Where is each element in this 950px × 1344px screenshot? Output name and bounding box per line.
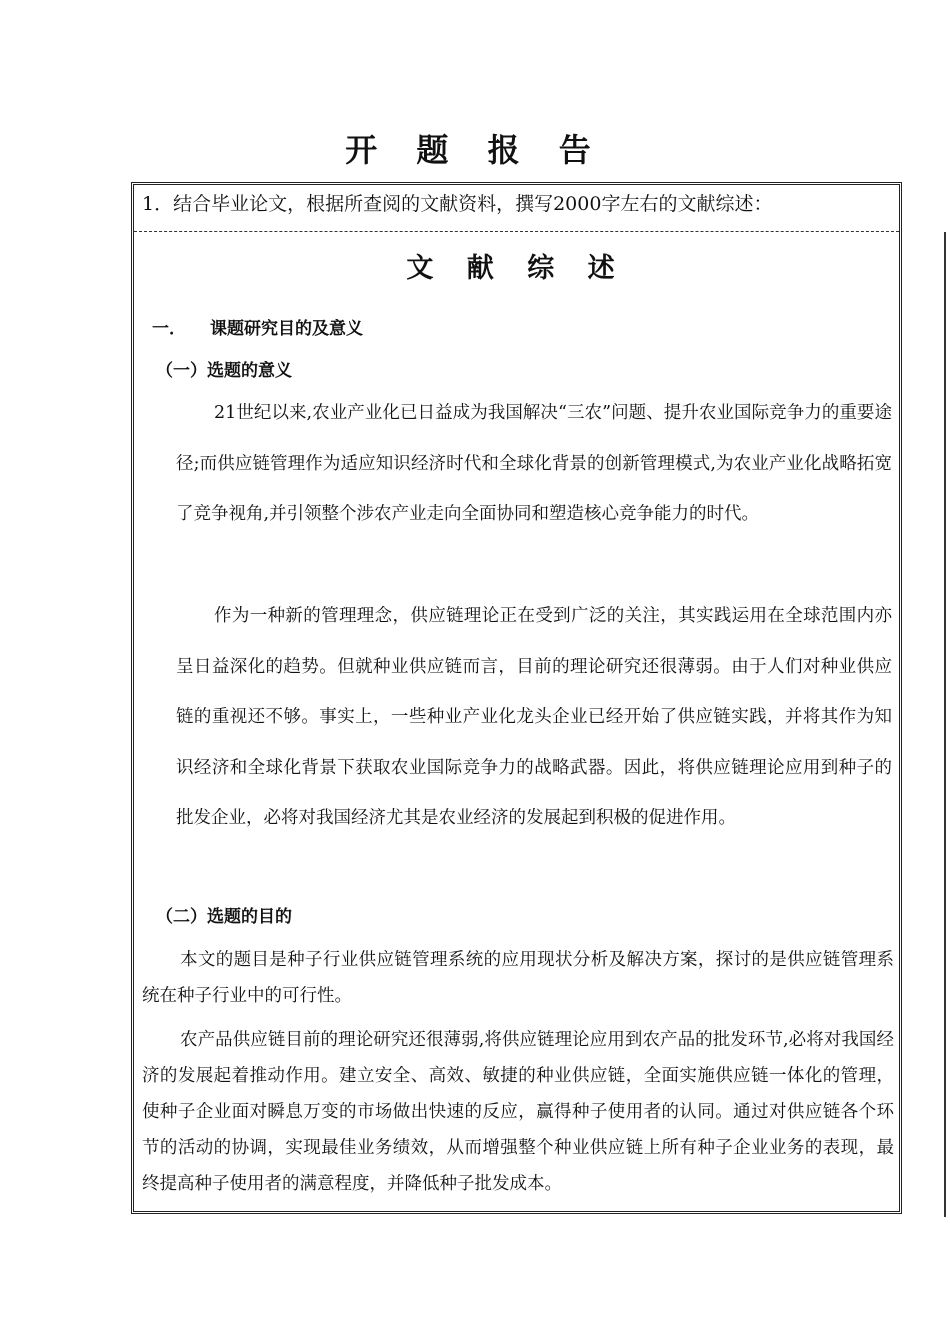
section-number: 一． [152, 319, 186, 339]
paragraph: 21世纪以来,农业产业化已日益成为我国解决“三农”问题、提升农业国际竞争力的重要途径;而供应链管理作为适应知识经济时代和全球化背景的创新管理模式,为农业产业化战略拓宽了竞争视角,并引领整个涉农产业走向全面协同和塑造核心竞争能力的时代。 [176, 403, 892, 524]
section-title: 课题研究目的及意义 [210, 319, 363, 339]
section-heading [152, 316, 363, 342]
report-frame [131, 182, 902, 1214]
review-title: 文 献 综 述 [406, 253, 627, 284]
prompt-text: 1．结合毕业论文，根据所查阅的文献资料，撰写2000字左右的文献综述： [142, 193, 773, 215]
paragraph: 农产品供应链目前的理论研究还很薄弱,将供应链理论应用到农产品的批发环节,必将对我国经济的发展起着推动作用。建立安全、高效、敏捷的种业供应链，全面实施供应链一体化的管理，使种子企业面对瞬息万变的市场做出快速的反应，赢得种子使用者的认同。通过对供应链各个环节的活动的协调，实现最佳业务绩效，从而增强整个种业供应链上所有种子企业业务的表现，最终提高种子使用者的满意程度，并降低种子批发成本。 [142, 1030, 894, 1194]
page-title: 开 题 报 告 [345, 131, 605, 169]
dashed-divider [134, 231, 899, 232]
subsection-heading-1: （一）选题的意义 [156, 361, 292, 381]
paragraph: 作为一种新的管理理念，供应链理论正在受到广泛的关注，其实践运用在全球范围内亦呈日益深化的趋势。但就种业供应链而言，目前的理论研究还很薄弱。由于人们对种业供应链的重视还不够。事实上，一些种业产业化龙头企业已经开始了供应链实践，并将其作为知识经济和全球化背景下获取农业国际竞争力的战略武器。因此，将供应链理论应用到种子的批发企业，必将对我国经济尤其是农业经济的发展起到积极的促进作用。 [176, 606, 892, 828]
paragraph: 本文的题目是种子行业供应链管理系统的应用现状分析及解决方案，探讨的是供应链管理系统在种子行业中的可行性。 [142, 950, 894, 1006]
subsection-heading-2: （二）选题的目的 [156, 907, 292, 927]
margin-line [944, 232, 946, 1217]
